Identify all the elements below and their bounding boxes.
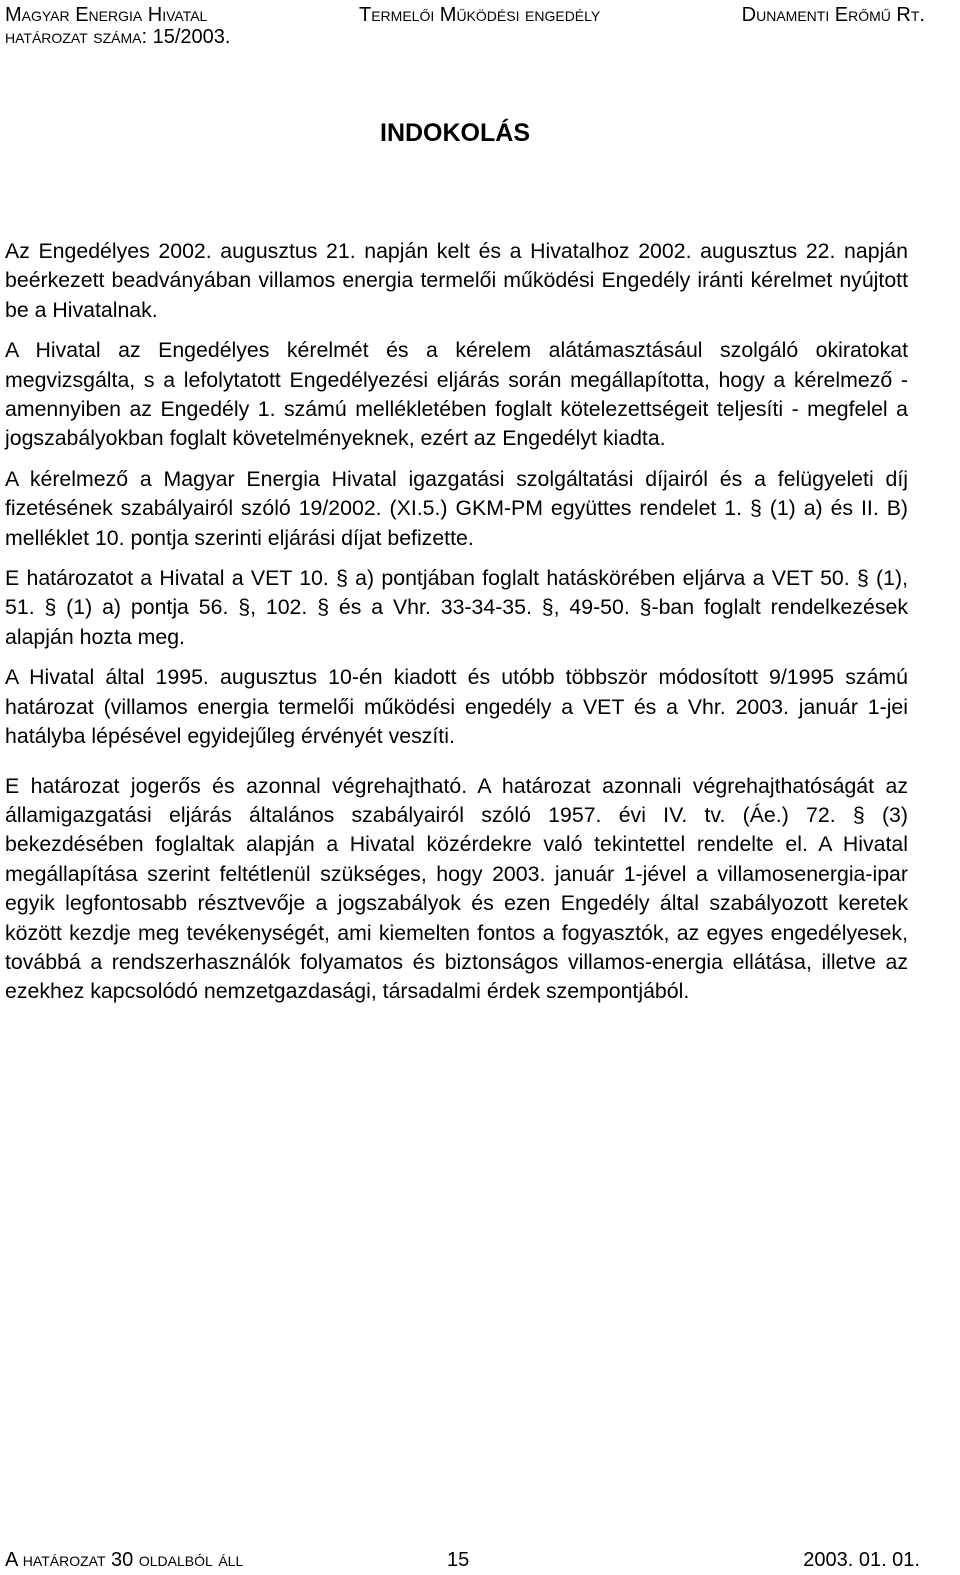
footer-page-count-note: A határozat 30 oldalból áll (5, 1549, 244, 1571)
page-footer (5, 1548, 920, 1572)
paragraph-application: Az Engedélyes 2002. augusztus 21. napján kelt és a Hivatalhoz 2002. augusztus 22. napján beérkezett beadványában villamos energia termelői működési Engedély iránti kérelmet nyújtott be a Hivatalnak. (5, 239, 908, 322)
paragraph-previous-decision: A Hivatal által 1995. augusztus 10-én kiadott és utóbb többször módosított 9/1995 számú határozat (villamos energia termelői működési engedély a VET és a Vhr. 2003. január 1-jei hatályba lépésével egyidejűleg érvényét veszíti. (5, 665, 908, 749)
header-company: Dunamenti Erőmű Rt. (741, 4, 925, 26)
header-authority: Magyar Energia Hivatal (5, 4, 208, 26)
footer-date: 2003. 01. 01. (803, 1549, 920, 1571)
header-decision-number: határozat száma: 15/2003. (5, 26, 231, 48)
paragraph-enforceability: E határozat jogerős és azonnal végrehajtható. A határozat azonnali végrehajthatóságát az államigazgatási eljárás általános szabályairól szóló 1957. évi IV. tv. (Áe.) 72. § (3) bekezdésében foglaltak alapján a Hivatal közérdekre való tekintettel rendelte el. A Hivatal megállapítása szerint feltétlenül szükséges, hogy 2003. január 1-jével a villamosenergia-ipar egyik legfontosabb résztvevője a jogszabályok és ezen Engedély által szabályozott keretek között kezdje meg tevékenységét, ami kiemelten fontos a fogyasztók, az egyes engedélyesek, továbbá a rendszerhasználók folyamatos és biztonságos villamos-energia ellátása, illetve az ezekhez kapcsolódó nemzetgazdasági, társadalmi érdek szempontjából. (5, 773, 908, 1004)
header-bottom-row (5, 26, 925, 48)
page-header (5, 4, 925, 48)
section-title: INDOKOLÁS (380, 119, 530, 147)
paragraph-legal-basis: E határozatot a Hivatal a VET 10. § a) pontjában foglalt hatáskörében eljárva a VET 50. § (1), 51. § (1) a) pontja 56. §, 102. § és a Vhr. 33-34-35. §, 49-50. §-ban foglalt rendelkezések alapján hozta meg. (5, 566, 908, 649)
document-body (5, 237, 908, 1018)
paragraph-fee: A kérelmező a Magyar Energia Hivatal igazgatási szolgáltatási díjairól és a felügyeleti díj fizetésének szabályairól szóló 19/2002. (XI.5.) GKM-PM együttes rendelet 1. § (1) a) és II. B) melléklet 10. pontja szerinti eljárási díjat befizette. (5, 466, 908, 550)
header-top-row (5, 4, 925, 26)
paragraph-examination: A Hivatal az Engedélyes kérelmét és a kérelem alátámasztásául szolgáló okiratokat megvizsgálta, s a lefolytatott Engedélyezési eljárás során megállapította, hogy a kérelmező - amennyiben az Engedély 1. számú mellékletében foglalt kötelezettségeit teljesíti - megfelel a jogszabályokban foglalt követelményeknek, ezért az Engedélyt kiadta. (5, 338, 908, 451)
footer-page-number: 15 (447, 1549, 470, 1571)
header-document-type: Termelői Működési engedély (359, 4, 601, 26)
